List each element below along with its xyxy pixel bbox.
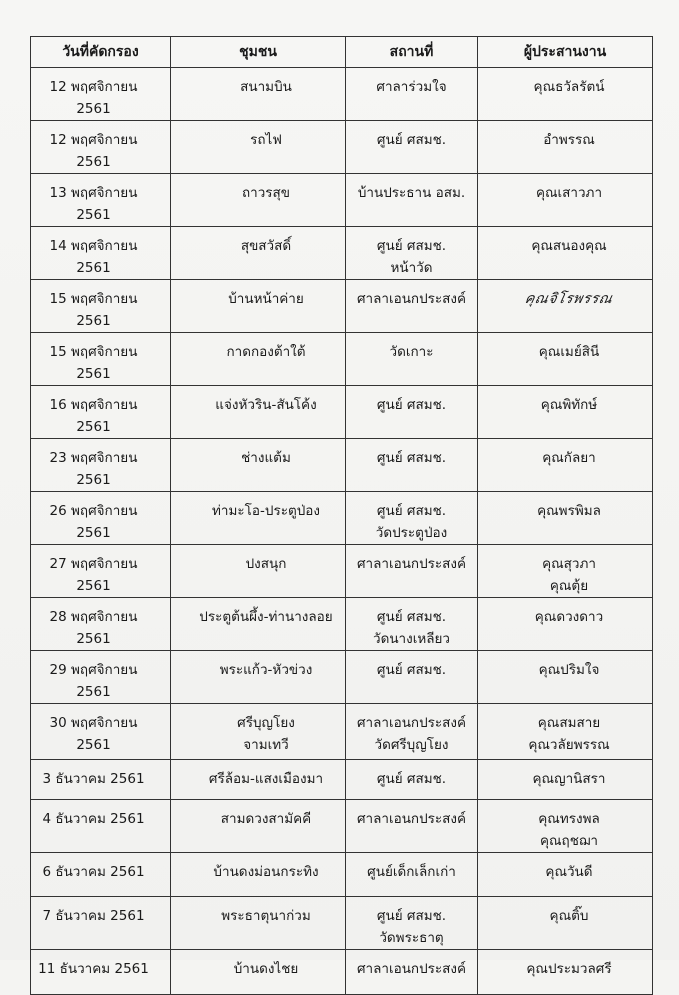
location-cell xyxy=(346,68,478,121)
community-cell xyxy=(171,704,346,760)
coordinator-cell-line: คุณเมย์สินี xyxy=(538,344,600,360)
table-row xyxy=(31,280,653,333)
coordinator-cell-line: คุณดวงดาว xyxy=(534,609,604,625)
community-cell-line: ช่างแต้ม xyxy=(241,450,291,466)
screening-date-cell xyxy=(31,897,171,950)
table-body xyxy=(31,68,653,995)
coordinator-cell xyxy=(478,174,653,227)
location-cell-line: วัดศรีบุญโยง xyxy=(374,737,449,753)
community-cell xyxy=(171,853,346,897)
community-cell xyxy=(171,897,346,950)
table-row xyxy=(31,492,653,545)
community-cell-line: ท่ามะโอ-ประตูป่อง xyxy=(212,503,320,519)
screening-date-cell-text: 16 พฤศจิกายน 2561 xyxy=(49,397,138,435)
community-cell xyxy=(171,545,346,598)
location-cell-line: ศาลาร่วมใจ xyxy=(376,79,447,95)
community-cell-line: กาดกองต้าใต้ xyxy=(226,344,306,360)
screening-date-cell xyxy=(31,651,171,704)
screening-schedule-table xyxy=(30,36,653,995)
location-cell xyxy=(346,704,478,760)
screening-date-cell-text: 14 พฤศจิกายน 2561 xyxy=(49,238,138,276)
community-cell xyxy=(171,68,346,121)
location-cell xyxy=(346,333,478,386)
screening-date-cell-text: 28 พฤศจิกายน 2561 xyxy=(49,609,138,647)
coordinator-cell-line: คุณทรงพล xyxy=(538,811,600,827)
coordinator-cell xyxy=(478,121,653,174)
location-cell-line: ศูนย์ ศสมช. xyxy=(376,662,447,678)
coordinator-cell xyxy=(478,853,653,897)
community-cell xyxy=(171,950,346,995)
table-row xyxy=(31,227,653,280)
handwritten-signature: คุณจิโรพรรณ xyxy=(523,291,615,307)
screening-date-cell xyxy=(31,950,171,995)
location-cell-line: ศูนย์ ศสมช. xyxy=(376,503,447,519)
community-cell-line: บ้านหน้าค่าย xyxy=(228,291,304,307)
coordinator-cell-line: คุณเสาวภา xyxy=(535,185,603,201)
screening-date-cell-text: 6 ธันวาคม 2561 xyxy=(42,864,145,880)
community-cell-line: พระแก้ว-หัวข่วง xyxy=(219,662,313,678)
table-row xyxy=(31,121,653,174)
table-row xyxy=(31,386,653,439)
coordinator-cell-line: อำพรรณ xyxy=(543,132,595,148)
community-cell xyxy=(171,760,346,800)
coordinator-cell xyxy=(478,651,653,704)
coordinator-cell-line: คุณติ๊บ xyxy=(549,908,589,924)
screening-date-cell xyxy=(31,121,171,174)
location-cell-line: วัดประตูป่อง xyxy=(375,525,448,541)
coordinator-cell-line: คุณสมสาย xyxy=(537,715,601,731)
community-cell xyxy=(171,598,346,651)
community-cell xyxy=(171,651,346,704)
screening-date-cell-text: 7 ธันวาคม 2561 xyxy=(42,908,145,924)
header-screening-date: วันที่คัดกรอง xyxy=(31,37,171,68)
coordinator-cell xyxy=(478,280,653,333)
screening-date-cell xyxy=(31,704,171,760)
location-cell xyxy=(346,651,478,704)
community-cell-line: บ้านดงไชย xyxy=(233,961,299,977)
coordinator-cell xyxy=(478,598,653,651)
header-community: ชุมชน xyxy=(171,37,346,68)
community-cell xyxy=(171,121,346,174)
community-cell-line: ปงสนุก xyxy=(245,556,287,572)
screening-date-cell xyxy=(31,227,171,280)
table-row xyxy=(31,704,653,760)
table-row xyxy=(31,439,653,492)
location-cell xyxy=(346,800,478,853)
coordinator-cell-line: คุณสนองคุณ xyxy=(531,238,607,254)
location-cell-line: หน้าวัด xyxy=(390,260,433,276)
header-coordinator: ผู้ประสานงาน xyxy=(478,37,653,68)
coordinator-cell-line: คุณตุ้ย xyxy=(549,578,589,594)
coordinator-cell xyxy=(478,760,653,800)
screening-date-cell-text: 30 พฤศจิกายน 2561 xyxy=(49,715,138,753)
table-row xyxy=(31,174,653,227)
table-row xyxy=(31,800,653,853)
coordinator-cell-line: คุณประมวลศรี xyxy=(526,961,612,977)
screening-date-cell xyxy=(31,800,171,853)
location-cell-line: ศูนย์ ศสมช. xyxy=(376,397,447,413)
screening-date-cell-text: 4 ธันวาคม 2561 xyxy=(42,811,145,827)
header-location: สถานที่ xyxy=(346,37,478,68)
screening-date-cell xyxy=(31,492,171,545)
community-cell xyxy=(171,439,346,492)
screening-date-cell xyxy=(31,853,171,897)
community-cell xyxy=(171,227,346,280)
screening-date-cell-text: 13 พฤศจิกายน 2561 xyxy=(49,185,138,223)
location-cell xyxy=(346,121,478,174)
location-cell xyxy=(346,439,478,492)
location-cell xyxy=(346,598,478,651)
location-cell xyxy=(346,897,478,950)
location-cell-line: ศาลาเอนกประสงค์ xyxy=(356,291,467,307)
location-cell xyxy=(346,280,478,333)
coordinator-cell-line: คุณพิทักษ์ xyxy=(540,397,598,413)
location-cell xyxy=(346,386,478,439)
community-cell-line: สุขสวัสดิ์ xyxy=(240,238,292,254)
table-row xyxy=(31,333,653,386)
location-cell-line: ศูนย์ ศสมช. xyxy=(376,908,447,924)
table-row xyxy=(31,853,653,897)
screening-date-cell-text: 12 พฤศจิกายน 2561 xyxy=(49,79,138,117)
coordinator-cell xyxy=(478,492,653,545)
coordinator-cell xyxy=(478,68,653,121)
coordinator-cell-line: คุณปริมใจ xyxy=(538,662,600,678)
community-cell xyxy=(171,280,346,333)
table-row xyxy=(31,598,653,651)
table-header-row xyxy=(31,37,653,68)
screening-date-cell xyxy=(31,439,171,492)
location-cell xyxy=(346,950,478,995)
community-cell-line: ถาวรสุข xyxy=(241,185,291,201)
coordinator-cell xyxy=(478,439,653,492)
screening-date-cell-text: 26 พฤศจิกายน 2561 xyxy=(49,503,138,541)
coordinator-cell xyxy=(478,800,653,853)
screening-date-cell-text: 23 พฤศจิกายน 2561 xyxy=(49,450,138,488)
table-row xyxy=(31,651,653,704)
screening-date-cell-text: 15 พฤศจิกายน 2561 xyxy=(49,344,138,382)
coordinator-cell-line: คุณวันดี xyxy=(545,864,593,880)
screening-date-cell-text: 12 พฤศจิกายน 2561 xyxy=(49,132,138,170)
location-cell-line: วัดเกาะ xyxy=(389,344,434,360)
community-cell xyxy=(171,800,346,853)
screening-date-cell xyxy=(31,545,171,598)
location-cell xyxy=(346,227,478,280)
table-row xyxy=(31,68,653,121)
coordinator-cell xyxy=(478,545,653,598)
location-cell-line: ศูนย์ ศสมช. xyxy=(376,238,447,254)
coordinator-cell-line: คุณกัลยา xyxy=(542,450,596,466)
community-cell-line: รถไฟ xyxy=(250,132,282,148)
screening-date-cell-text: 27 พฤศจิกายน 2561 xyxy=(49,556,138,594)
location-cell-line: วัดนางเหลียว xyxy=(372,631,451,647)
location-cell xyxy=(346,174,478,227)
screening-date-cell-text: 29 พฤศจิกายน 2561 xyxy=(49,662,138,700)
coordinator-cell xyxy=(478,333,653,386)
community-cell xyxy=(171,386,346,439)
location-cell-line: ศูนย์ ศสมช. xyxy=(376,132,447,148)
screening-date-cell xyxy=(31,760,171,800)
location-cell-line: ศาลาเอนกประสงค์ xyxy=(356,811,467,827)
location-cell-line: ศาลาเอนกประสงค์ xyxy=(356,556,467,572)
coordinator-cell-line: คุณพรพิมล xyxy=(537,503,601,519)
location-cell xyxy=(346,760,478,800)
screening-date-cell-text: 15 พฤศจิกายน 2561 xyxy=(49,291,138,329)
location-cell-line: บ้านประธาน อสม. xyxy=(357,185,466,201)
coordinator-cell-line: คุณญานิสรา xyxy=(532,771,606,787)
community-cell xyxy=(171,492,346,545)
coordinator-cell-line: คุณวลัยพรรณ xyxy=(528,737,610,753)
community-cell-line: จามเทวี xyxy=(243,737,289,753)
location-cell-line: ศูนย์เด็กเล็กเก่า xyxy=(367,864,456,880)
coordinator-cell-line: คุณฤชฌา xyxy=(539,833,598,849)
location-cell-line: ศาลาเอนกประสงค์ xyxy=(356,961,467,977)
coordinator-cell xyxy=(478,227,653,280)
location-cell-line: ศูนย์ ศสมช. xyxy=(376,771,447,787)
community-cell-line: สามดวงสามัคคี xyxy=(220,811,312,827)
screening-date-cell-text: 3 ธันวาคม 2561 xyxy=(42,771,145,787)
screening-date-cell xyxy=(31,333,171,386)
coordinator-cell xyxy=(478,950,653,995)
screening-date-cell xyxy=(31,386,171,439)
coordinator-cell-line: คุณสุวภา xyxy=(542,556,596,572)
location-cell xyxy=(346,492,478,545)
screening-date-cell xyxy=(31,68,171,121)
coordinator-cell xyxy=(478,704,653,760)
screening-date-cell xyxy=(31,280,171,333)
location-cell xyxy=(346,853,478,897)
screening-date-cell xyxy=(31,174,171,227)
screening-date-cell xyxy=(31,598,171,651)
location-cell-line: ศูนย์ ศสมช. xyxy=(376,450,447,466)
community-cell-line: บ้านดงม่อนกระทิง xyxy=(213,864,319,880)
community-cell-line: ประตูต้นผึ้ง-ท่านางลอย xyxy=(199,609,333,625)
location-cell-line: วัดพระธาตุ xyxy=(379,930,444,946)
community-cell-line: สนามบิน xyxy=(240,79,292,95)
coordinator-cell xyxy=(478,897,653,950)
coordinator-cell-line: คุณธวัลรัตน์ xyxy=(533,79,605,95)
table-row xyxy=(31,545,653,598)
community-cell-line: ศรีล้อม-แสงเมืองมา xyxy=(208,771,324,787)
community-cell xyxy=(171,174,346,227)
table-row xyxy=(31,760,653,800)
community-cell-line: ศรีบุญโยง xyxy=(237,715,295,731)
location-cell-line: ศูนย์ ศสมช. xyxy=(376,609,447,625)
location-cell xyxy=(346,545,478,598)
location-cell-line: ศาลาเอนกประสงค์ xyxy=(356,715,467,731)
community-cell-line: แจ่งหัวริน-สันโค้ง xyxy=(215,397,317,413)
screening-date-cell-text: 11 ธันวาคม 2561 xyxy=(38,961,149,977)
coordinator-cell xyxy=(478,386,653,439)
community-cell xyxy=(171,333,346,386)
coordinator-cell-line xyxy=(486,288,652,310)
table-row xyxy=(31,950,653,995)
community-cell-line: พระธาตุนาก่วม xyxy=(221,908,311,924)
table-row xyxy=(31,897,653,950)
